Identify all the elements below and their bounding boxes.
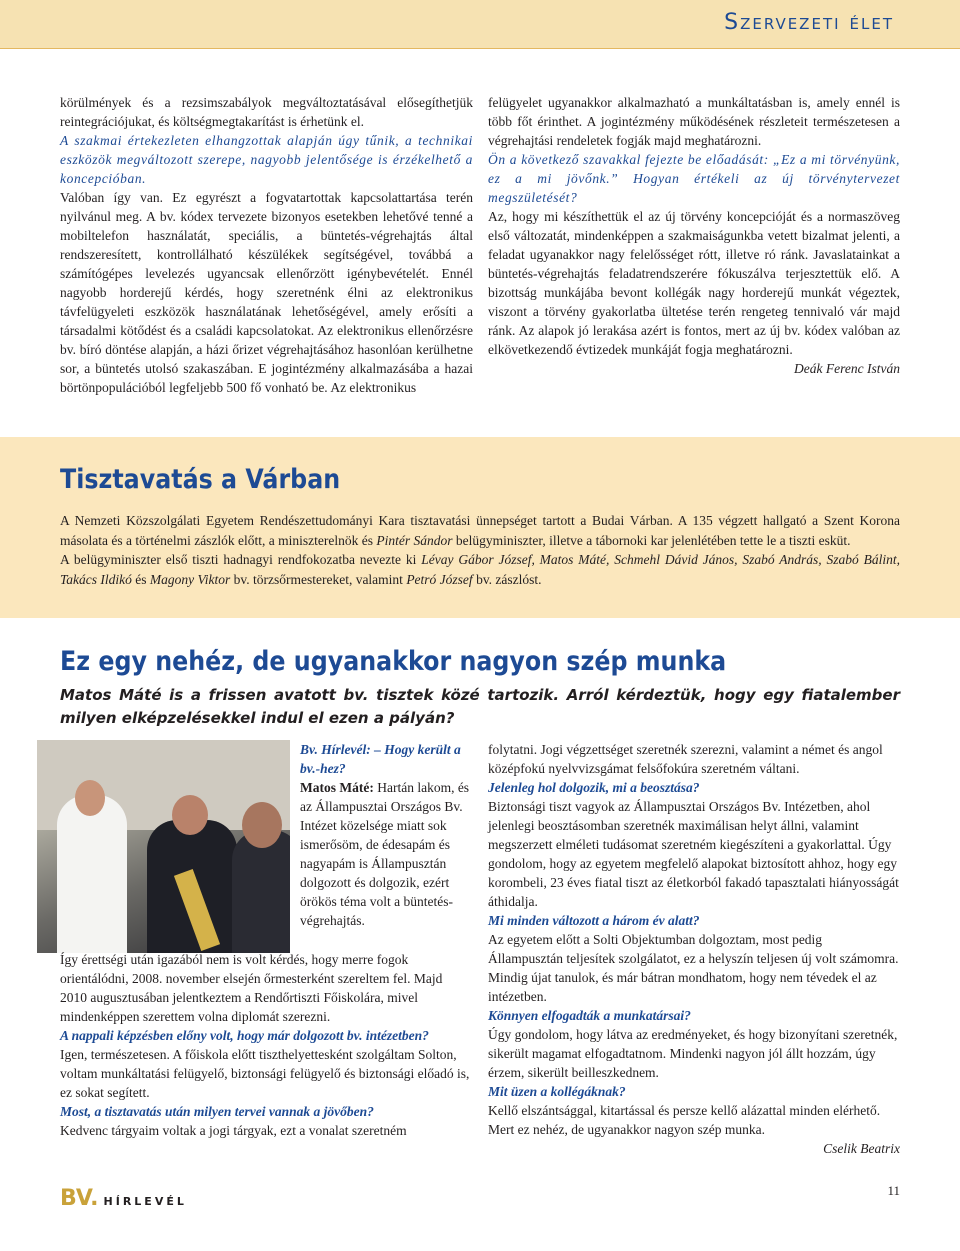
author: Cselik Beatrix bbox=[823, 1141, 900, 1156]
news-text: bv. zászlóst. bbox=[476, 571, 542, 587]
news-text: belügyminiszter, illetve a tábornoki kar jelenlétében tette le a tiszti esküt. bbox=[455, 532, 851, 548]
question: Könnyen elfogadták a munkatársai? bbox=[488, 1008, 691, 1023]
official-figure bbox=[232, 830, 290, 953]
person-name: Petró József bbox=[406, 571, 473, 587]
question: Most, a tisztavatás után milyen tervei vannak a jövőben? bbox=[60, 1104, 374, 1119]
question: Mi minden változott a három év alatt? bbox=[488, 913, 700, 928]
header-band bbox=[0, 0, 960, 48]
question: Ön a következő szavakkal fejezte be előadását: „Ez a mi törvényünk, ez a mi jövőnk.” Hogyan értékeli az új törvénytervezet megszületését? bbox=[488, 152, 900, 205]
official-head bbox=[172, 795, 208, 835]
officer-head bbox=[75, 780, 105, 816]
ceremony-photo bbox=[37, 740, 290, 953]
question: A nappali képzésben előny volt, hogy már dolgozott bv. intézetben? bbox=[60, 1028, 429, 1043]
article-right-column bbox=[488, 740, 900, 1158]
article-title: Ez egy nehéz, de ugyanakkor nagyon szép munka bbox=[60, 646, 727, 677]
paragraph: körülmények és a rezsimszabályok megváltoztatásával elősegíthetjük reintegrációjukat, és költségmegtakarítást is érhetünk el. bbox=[60, 95, 473, 129]
page-number: 11 bbox=[887, 1183, 900, 1198]
paragraph: Valóban így van. Ez egyrészt a fogvatartottak kapcsolattartása terén nyilvánul meg. A bv. kódex tervezete bizonyos esetekben lehetővé tenné a mobiltelefon használatát, speciális, a büntetés-végrehajtás által rendszeresített, kontrollálható készülékek segítségével, továbbá a számítógépes levelezés ugyancsak ellenőrzött igénybevételét. Ennél nagyobb horderejű kérdés, hogy szeretnénk élni az elektronikus távfelügyeleti eszközök használatának lehetőségével, amely erősíti a társadalmi kötődést és a családi kapcsolatokat. Az elektronikus ellenőrzésre bv. bíró döntése alapján, a házi őrizet végrehajtásához hasonlóan kerülhetne sor, a büntetés utolsó szakaszában. E jogintézmény alkalmazásába a hazai börtönpopulációból legfeljebb 500 fő vonható be. Az elektronikus bbox=[60, 190, 473, 395]
speaker-name: Matos Máté: bbox=[300, 780, 374, 795]
news-title: Tisztavatás a Várban bbox=[60, 464, 341, 495]
news-text: és bbox=[135, 571, 147, 587]
author: Deák Ferenc István bbox=[794, 361, 900, 376]
top-left-column bbox=[60, 93, 473, 397]
officer-figure bbox=[57, 795, 127, 953]
news-paragraph bbox=[60, 550, 900, 589]
question: Mit üzen a kollégáknak? bbox=[488, 1084, 626, 1099]
answer: Az egyetem előtt a Solti Objektumban dolgoztam, most pedig Állampusztán teljesítek szolgálatot, ez a helyszín teljesen új volt számomra. Mindig újat tanulok, és már bátran mondhatom, hogy nem tévedek el az intézetben. bbox=[488, 932, 899, 1004]
logo-bv: BV. bbox=[60, 1186, 99, 1211]
answer: Igen, természetesen. A főiskola előtt tiszthelyettesként szolgáltam Solton, voltam munkáltatási felügyelő, biztonsági felügyelő és biztonsági előadó is, ez sokat segített. bbox=[60, 1047, 470, 1100]
news-body bbox=[60, 511, 900, 589]
answer bbox=[300, 778, 470, 930]
top-right-column bbox=[488, 93, 900, 378]
official-head bbox=[242, 802, 282, 848]
person-name: Pintér Sándor bbox=[376, 532, 453, 548]
news-text: bv. törzsőrmestereket, valamint bbox=[233, 571, 403, 587]
news-paragraph bbox=[60, 511, 900, 550]
article-left-column bbox=[60, 950, 470, 1140]
article-beside-photo bbox=[300, 740, 470, 930]
question: A szakmai értekezleten elhangzottak alapján úgy tűnik, a technikai eszközök megváltozott szerepe, nagyobb jelentősége is érzékelhető a koncepcióban. bbox=[60, 133, 473, 186]
news-text: A belügyminiszter első tiszti hadnagyi rendfokozatba nevezte ki bbox=[60, 552, 417, 567]
answer: Úgy gondolom, hogy látva az eredményeket, és hogy bizonyítani szeretnék, sikerült magamat elfogadtatnom. Mindenki nagyon jól állt hozzám, úgy érzem, sikerült beilleszkednem. bbox=[488, 1027, 898, 1080]
question: Jelenleg hol dolgozik, mi a beosztása? bbox=[488, 780, 700, 795]
article-lead: Matos Máté is a frissen avatott bv. tisztek közé tartozik. Arról kérdeztük, hogy egy fiatalember milyen elképzelésekkel indul el ezen a pályán? bbox=[60, 686, 900, 727]
answer: Biztonsági tiszt vagyok az Állampusztai Országos Bv. Intézetben, ahol jelenlegi beosztásomban szeretnék maximálisan helyt állni, valamint megszerzett elméleti tudásomat szeretném kiegészíteni a gyakorlattal. Úgy gondolom, hogy az egyetem megfelelő alapokat biztosított ahhoz, hogy egy korombeli, 23 éves fiatal tiszt az életkorból fakadó tapasztalati hiányosságát áthidalja. bbox=[488, 799, 899, 909]
answer: Kellő elszántsággal, kitartással és persze kellő alázattal minden elérhető. Mert ez nehéz, de ugyanakkor nagyon szép munka. bbox=[488, 1103, 881, 1137]
paragraph: Az, hogy mi készíthettük el az új törvény koncepcióját és a normaszöveg első változatát, mindenképpen a szakmaiságunkba vetett bizalmat jelenti, a feladat ugyanakkor nagy felelősséget rótt, illetve ró ránk. Javaslatainkat a büntetés-végrehajtás feladatrendszerére fókuszálva terjesztettük elő. A bizottság munkájába bevont kollégák nagy horderejű munkát végeztek, viszont a törvény gyakorlatba ültetése terén rengeteg tennivaló vár majd ránk. Az alapok jó lerakása azért is fontos, mert az új bv. kódex valóban az elkövetkezendő évtizedek munkáját fogja meghatározni. bbox=[488, 209, 900, 357]
answer-text: Hartán lakom, és az Állampusztai Országos Bv. Intézet közelsége miatt sok ismerősöm, de édesapám és nagyapám is Állampusztán dolgozott és dolgozik, ezért örökös téma volt a büntetés-végrehajtás. bbox=[300, 780, 470, 928]
header-divider bbox=[0, 48, 960, 49]
section-title: Szervezeti élet bbox=[724, 10, 894, 35]
bv-hirlevel-logo bbox=[60, 1186, 187, 1211]
answer: Kedvenc tárgyaim voltak a jogi tárgyak, ezt a vonalat szeretném bbox=[60, 1123, 407, 1138]
person-name: Magony Viktor bbox=[149, 571, 231, 587]
news-text: A Nemzeti Közszolgálati Egyetem Rendészettudományi Kara tisztavatási ünnepséget tartott a Budai Várban. A 135 végzett hallgató a Szent Korona másolata és a történelmi zászlók előtt, a miniszterelnök és bbox=[60, 513, 900, 548]
answer: Így érettségi után igazából nem is volt kérdés, hogy merre fogok orientálódni, 2008. november elsején őrmesterként szereltem fel. Majd 2010 augusztusában jelentkeztem a Rendőrtiszti Főiskolára, mivel mindenképpen szerettem volna diplomát szerezni. bbox=[60, 952, 443, 1024]
person-names: Lévay Gábor József, Matos Máté, Schmehl Dávid János, Szabó András, Szabó Bálint, Takács Ildikó bbox=[60, 552, 900, 587]
logo-text: HÍRLEVÉL bbox=[103, 1195, 187, 1208]
question: Bv. Hírlevél: – Hogy került a bv.-hez? bbox=[300, 742, 461, 776]
paragraph: felügyelet ugyanakkor alkalmazható a munkáltatásban is, amely ennél is több főt érinthet. A jogintézmény működésének részleteit természetesen a végrehajtási rendeletek fogják majd meghatározni. bbox=[488, 95, 900, 148]
answer: folytatni. Jogi végzettséget szeretnék szerezni, valamint a német és angol középfokú nyelvvizsgámat felsőfokúra szeretném váltani. bbox=[488, 742, 883, 776]
